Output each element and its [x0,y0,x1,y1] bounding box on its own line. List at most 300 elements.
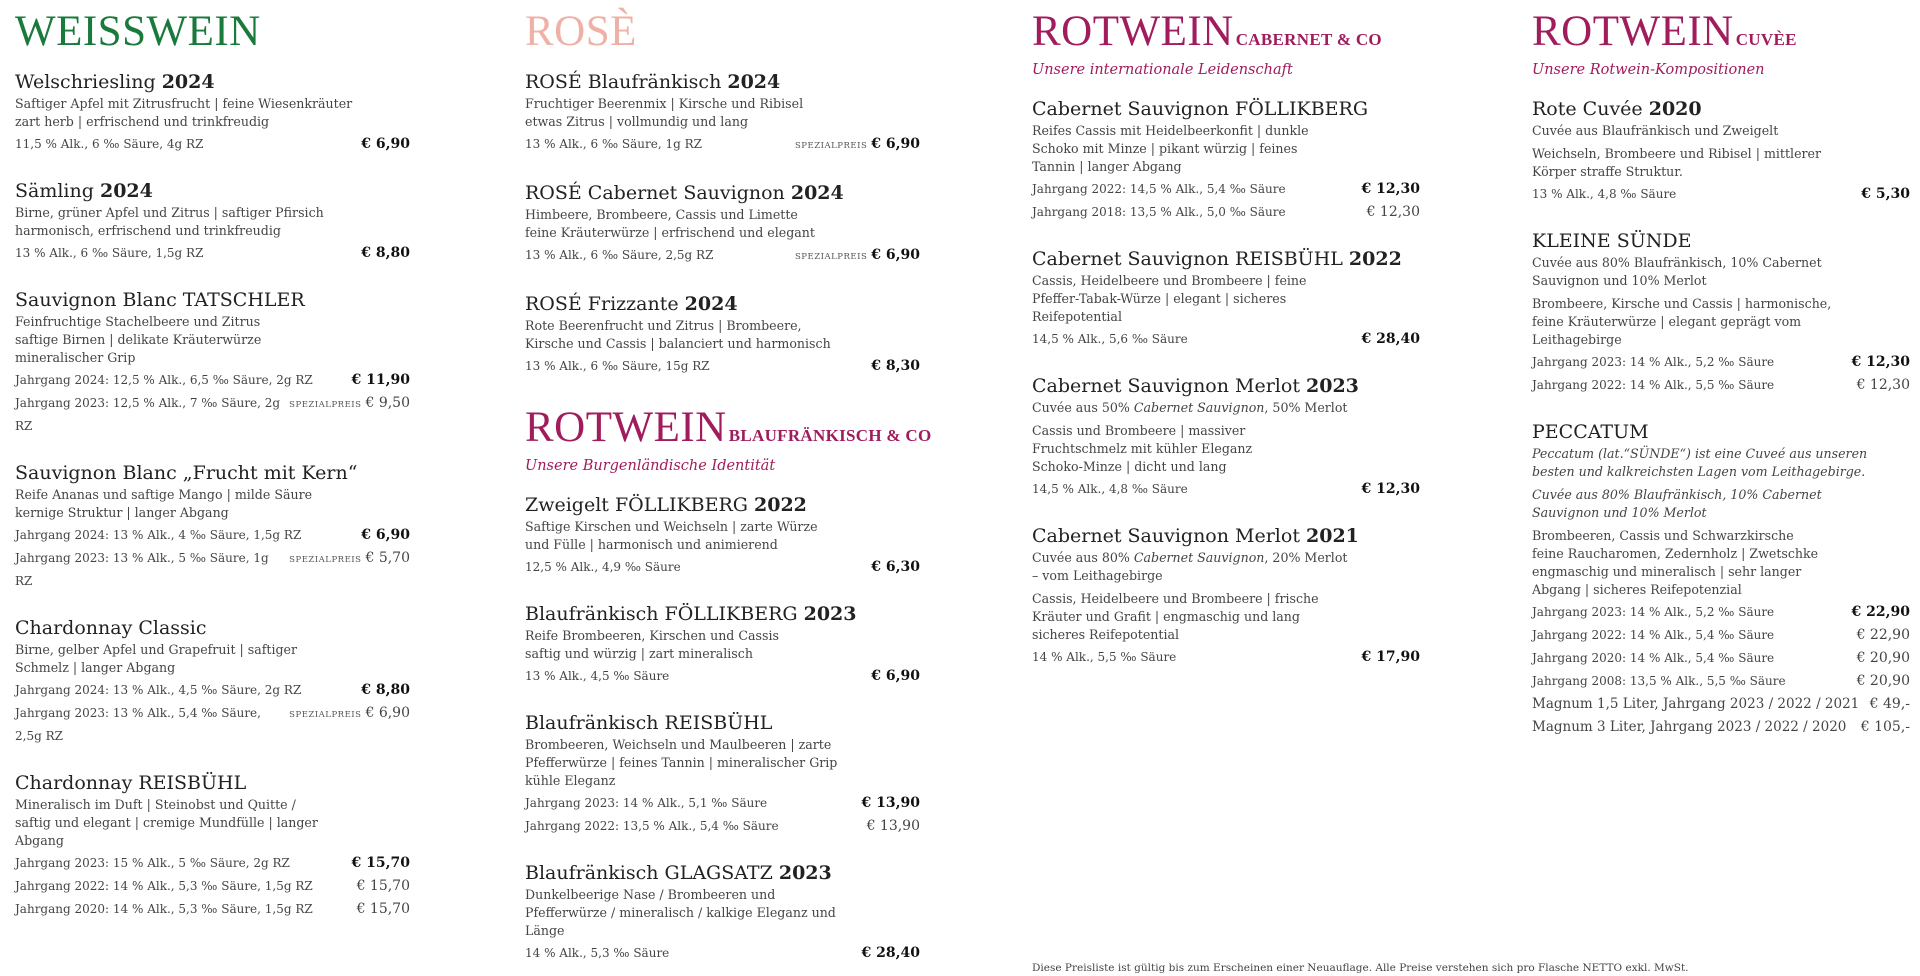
price-row [1532,693,1910,716]
desc-line: und Fülle | harmonisch und animierend [525,537,778,552]
wine-entry [15,770,410,921]
wine-entry [1032,96,1420,224]
section-title [1032,8,1420,64]
price: € 5,70 [365,550,410,566]
desc-line: – vom Leithagebirge [1032,568,1163,583]
wine-entry [525,492,920,579]
price-row [1032,178,1420,201]
price: € 6,90 [871,668,920,684]
desc-line: saftige Birnen | delikate Kräuterwürze [15,332,262,347]
wine-description [15,95,410,131]
desc-line: etwas Zitrus | vollmundig und lang [525,114,749,129]
price: € 12,30 [1361,481,1420,497]
desc-line: Körper straffe Struktur. [1532,164,1683,179]
price-row [525,665,920,688]
menu-section [15,8,410,921]
wine-name [525,291,920,317]
vintage-details: 13 % Alk., 6 ‰ Säure, 2,5g RZ [525,248,714,262]
wine-name [1032,96,1420,122]
vintage-details: Jahrgang 2008: 13,5 % Alk., 5,5 ‰ Säure [1532,674,1786,688]
price: € 6,90 [361,136,410,152]
wine-description [1532,254,1910,349]
desc-line: Abgang [15,833,64,848]
wine-description [1032,272,1420,326]
wine-entry [525,601,920,688]
wine-entry [15,69,410,156]
special-price-label: SPEZIALPREIS [794,141,868,151]
vintage-details: 13 % Alk., 4,5 ‰ Säure [525,669,670,683]
desc-line: saftig und würzig | zart mineralisch [525,646,753,661]
price: € 28,40 [1361,331,1420,347]
wine-name [15,69,410,95]
price-row [15,369,410,392]
section-subtitle: CABERNET & CO [1235,30,1382,49]
desc-line: Brombeeren, Cassis und Schwarzkirsche [1532,528,1794,543]
section-subtitle: CUVÈE [1735,30,1797,49]
wine-entry [15,287,410,438]
price-row [1532,670,1910,693]
wine-year: 2020 [1648,98,1702,120]
vintage-details: Jahrgang 2023: 13 % Alk., 5,4 ‰ Säure, 2,5g RZ [15,706,261,743]
wine-description [525,317,920,353]
wine-entry [1032,373,1420,501]
desc-line: Weichseln, Brombeere und Ribisel | mittlerer [1532,146,1822,161]
wine-entry [525,69,920,158]
wine-description [525,886,920,940]
price: € 12,30 [1856,377,1910,393]
wine-description [1532,445,1910,599]
wine-name [1032,373,1420,399]
wine-name [1532,228,1910,254]
price-row [15,547,410,593]
wine-description [525,518,920,554]
price-rows [525,792,920,838]
price: € 28,40 [861,945,920,961]
price: € 22,90 [1856,627,1910,643]
wine-description [1532,122,1910,181]
vintage-details: Jahrgang 2024: 13 % Alk., 4,5 ‰ Säure, 2g RZ [15,683,302,697]
desc-line: Reifepotential [1032,309,1122,324]
wine-name [15,287,410,313]
desc-line: Rote Beerenfrucht und Zitrus | Brombeere, [525,318,802,333]
section-title-main: ROSÈ [525,8,637,55]
wine-description [525,627,920,663]
wine-name [1532,96,1910,122]
vintage-details: 13 % Alk., 6 ‰ Säure, 1g RZ [525,137,702,151]
price: € 6,90 [365,705,410,721]
section-title [525,8,920,56]
desc-line: Brombeere, Kirsche und Cassis | harmonische, [1532,296,1832,311]
wine-name [525,601,920,627]
vintage-details: 14 % Alk., 5,5 ‰ Säure [1032,650,1177,664]
wine-entry [525,860,920,965]
vintage-details: Jahrgang 2022: 13,5 % Alk., 5,4 ‰ Säure [525,819,779,833]
desc-line: Saftiger Apfel mit Zitrusfrucht | feine Wiesenkräuter [15,96,353,111]
vintage-details: Magnum 1,5 Liter, Jahrgang 2023 / 2022 / 2021 [1532,696,1860,712]
price: € 13,90 [866,818,920,834]
price-rows [15,524,410,593]
desc-line: Reife Ananas und saftige Mango | milde Säure [15,487,313,502]
special-price-label: SPEZIALPREIS [289,710,362,720]
wine-name [1032,523,1420,549]
price-rows [1532,351,1910,397]
desc-line: engmaschig und mineralisch | sehr langer [1532,564,1802,579]
vintage-details: Magnum 3 Liter, Jahrgang 2023 / 2022 / 2020 [1532,719,1847,735]
wine-name [1532,419,1910,445]
price-rows [15,242,410,265]
wine-name-text: Blaufränkisch REISBÜHL [525,712,773,734]
price-rows [525,244,920,269]
price: € 20,90 [1856,650,1910,666]
section-title-main: ROTWEIN [1032,8,1234,55]
price-rows [1032,478,1420,501]
vintage-details: Jahrgang 2023: 14 % Alk., 5,2 ‰ Säure [1532,605,1775,619]
price-row [15,702,410,748]
menu-section [1532,8,1910,739]
column-2 [525,8,932,965]
section-title [525,404,932,460]
price-row [1032,328,1420,351]
desc-line: Cuvée aus 80% Blaufränkisch, 10% Cabernet [1532,487,1822,502]
vintage-details: 14,5 % Alk., 5,6 ‰ Säure [1032,332,1188,346]
desc-line: Kirsche und Cassis | balanciert und harmonisch [525,336,831,351]
price: € 9,50 [365,395,410,411]
price: € 15,70 [356,878,410,894]
price: € 15,70 [356,901,410,917]
special-price-label: SPEZIALPREIS [289,555,362,565]
special-price-label: SPEZIALPREIS [794,252,868,262]
section-title [1532,8,1910,64]
desc-line: kernige Struktur | langer Abgang [15,505,229,520]
price: € 6,90 [361,527,410,543]
price-rows [525,355,920,378]
wine-description [15,204,410,240]
price: € 8,80 [361,682,410,698]
wine-description [525,736,920,790]
desc-line: feine Kräuterwürze | erfrischend und elegant [525,225,815,240]
wine-name-text: Sauvignon Blanc „Frucht mit Kern“ [15,462,358,484]
price-rows [15,852,410,921]
desc-line: Pfefferwürze / mineralisch / kalkige Eleganz und [525,905,836,920]
desc-line: Fruchtschmelz mit kühler Eleganz [1032,441,1253,456]
wine-description [525,206,920,242]
vintage-details: Jahrgang 2022: 14,5 % Alk., 5,4 ‰ Säure [1032,182,1286,196]
desc-line: Dunkelbeerige Nase / Brombeeren und [525,887,776,902]
vintage-details: Jahrgang 2018: 13,5 % Alk., 5,0 ‰ Säure [1032,205,1286,219]
section-title-main: ROTWEIN [525,404,727,451]
desc-line: harmonisch, erfrischend und trinkfreudig [15,223,281,238]
desc-line: besten und kalkreichsten Lagen vom Leithagebirge. [1532,464,1866,479]
price: € 6,90 [871,247,920,263]
section-title-main: WEISSWEIN [15,8,261,55]
price-row [1032,646,1420,669]
wine-entry [1032,246,1420,351]
wine-entry [1532,419,1910,739]
vintage-details: 13 % Alk., 4,8 ‰ Säure [1532,187,1677,201]
desc-line: Birne, gelber Apfel und Grapefruit | saftiger [15,642,298,657]
wine-name-text: Chardonnay REISBÜHL [15,772,247,794]
vintage-details: Jahrgang 2023: 14 % Alk., 5,1 ‰ Säure [525,796,768,810]
wine-entry [525,180,920,269]
price-row [15,852,410,875]
wine-name-text: Cabernet Sauvignon Merlot [1032,375,1300,397]
price-rows [15,369,410,438]
desc-line: Saftige Kirschen und Weichseln | zarte Würze [525,519,818,534]
wine-name [525,710,920,736]
desc-line: Cassis, Heidelbeere und Brombeere | feine [1032,273,1307,288]
vintage-details: Jahrgang 2023: 12,5 % Alk., 7 ‰ Säure, 2g RZ [15,396,281,433]
wine-name-text: ROSÉ Cabernet Sauvignon [525,182,785,204]
desc-line: Mineralisch im Duft | Steinobst und Quitte / [15,797,296,812]
desc-line: Leithagebirge [1532,332,1622,347]
wine-description [15,641,410,677]
price-row [1532,624,1910,647]
wine-name-text: Cabernet Sauvignon Merlot [1032,525,1300,547]
desc-line: Kräuter und Grafit | engmaschig und lang [1032,609,1300,624]
desc-line: Pfeffer-Tabak-Würze | elegant | sicheres [1032,291,1287,306]
price: € 20,90 [1856,673,1910,689]
price: € 13,90 [861,795,920,811]
menu-section [1032,8,1420,669]
price: € 11,90 [351,372,410,388]
wine-entry [15,615,410,748]
price-row [525,355,920,378]
desc-line: Birne, grüner Apfel und Zitrus | saftiger Pfirsich [15,205,324,220]
wine-year: 2024 [99,180,153,202]
wine-year: 2022 [754,494,807,516]
desc-line: mineralischer Grip [15,350,136,365]
desc-line: Cuvée aus 50% Cabernet Sauvignon, 50% Merlot [1032,400,1348,415]
price-rows [15,133,410,156]
price: € 15,70 [351,855,410,871]
special-price-label: SPEZIALPREIS [289,400,362,410]
price: € 105,- [1860,719,1910,735]
price: € 22,90 [1851,604,1910,620]
price-row [15,524,410,547]
desc-line: Brombeeren, Weichseln und Maulbeeren | zarte [525,737,832,752]
section-title [15,8,410,56]
price: € 5,30 [1861,186,1910,202]
price-row [15,242,410,265]
desc-line: Fruchtiger Beerenmix | Kirsche und Ribisel [525,96,804,111]
wine-year: 2024 [161,71,215,93]
wine-name-text: Welschriesling [15,71,156,93]
price-row [15,679,410,702]
wine-name-text: PECCATUM [1532,421,1649,443]
wine-name-text: Blaufränkisch GLAGSATZ [525,862,773,884]
price-row [1032,478,1420,501]
column-4 [1532,8,1910,739]
desc-line: Cassis, Heidelbeere und Brombeere | frische [1032,591,1319,606]
wine-description [1032,122,1420,176]
desc-line: Schoko mit Minze | pikant würzig | feines [1032,141,1298,156]
wine-entry [15,178,410,265]
column-1 [15,8,410,921]
wine-name-text: Sauvignon Blanc TATSCHLER [15,289,305,311]
wine-name-text: ROSÉ Frizzante [525,293,679,315]
vintage-details: 13 % Alk., 6 ‰ Säure, 15g RZ [525,359,710,373]
price: € 17,90 [1361,649,1420,665]
desc-line: Cuvée aus 80% Blaufränkisch, 10% Cabernet [1532,255,1822,270]
desc-line: Reifes Cassis mit Heidelbeerkonfit | dunkle [1032,123,1309,138]
wine-year: 2022 [1348,248,1402,270]
wine-name-text: Zweigelt FÖLLIKBERG [525,494,748,516]
column-3 [1032,8,1420,669]
vintage-details: 13 % Alk., 6 ‰ Säure, 1,5g RZ [15,246,204,260]
wine-name [525,860,920,886]
desc-line: Sauvignon und 10% Merlot [1532,273,1707,288]
vintage-details: Jahrgang 2023: 15 % Alk., 5 ‰ Säure, 2g RZ [15,856,290,870]
price: € 6,30 [871,559,920,575]
wine-name-text: Cabernet Sauvignon FÖLLIKBERG [1032,98,1369,120]
desc-line: Schoko-Minze | dicht und lang [1032,459,1227,474]
price-rows [525,133,920,158]
wine-year: 2024 [790,182,844,204]
vintage-details: 14 % Alk., 5,3 ‰ Säure [525,946,670,960]
wine-name [15,615,410,641]
price-row [1032,201,1420,224]
desc-line: saftig und elegant | cremige Mundfülle | langer [15,815,318,830]
price-rows [1032,178,1420,224]
vintage-details: Jahrgang 2024: 13 % Alk., 4 ‰ Säure, 1,5g RZ [15,528,302,542]
price-row [1532,647,1910,670]
price-row [525,942,920,965]
price: € 12,30 [1366,204,1420,220]
wine-entry [1532,96,1910,206]
desc-line: Reife Brombeeren, Kirschen und Cassis [525,628,779,643]
section-title-main: ROTWEIN [1532,8,1734,55]
wine-year: 2023 [803,603,857,625]
wine-name-text: Sämling [15,180,94,202]
price: € 6,90 [871,136,920,152]
desc-line: zart herb | erfrischend und trinkfreudig [15,114,270,129]
desc-line: Cuvée aus 80% Cabernet Sauvignon, 20% Merlot [1032,550,1348,565]
wine-name [525,492,920,518]
wine-name-text: Rote Cuvée [1532,98,1643,120]
wine-description [1032,399,1420,476]
wine-description [15,796,410,850]
wine-name-text: ROSÉ Blaufränkisch [525,71,722,93]
price-row [15,133,410,156]
menu-section [525,404,932,965]
desc-line: Himbeere, Brombeere, Cassis und Limette [525,207,798,222]
desc-line: feine Raucharomen, Zedernholz | Zwetschke [1532,546,1819,561]
vintage-details: Jahrgang 2020: 14 % Alk., 5,3 ‰ Säure, 1,5g RZ [15,902,313,916]
vintage-details: 12,5 % Alk., 4,9 ‰ Säure [525,560,681,574]
price-row [15,392,410,438]
wine-entry [1532,228,1910,397]
price-rows [15,679,410,748]
price-rows [1032,646,1420,669]
desc-line: Sauvignon und 10% Merlot [1532,505,1707,520]
wine-name [525,69,920,95]
wine-entry [525,291,920,378]
vintage-details: 11,5 % Alk., 6 ‰ Säure, 4g RZ [15,137,204,151]
wine-year: 2023 [778,862,832,884]
wine-name-text: KLEINE SÜNDE [1532,230,1692,252]
footer-note: Diese Preisliste ist gültig bis zum Erscheinen einer Neuauflage. Alle Preise verstehen sich pro Flasche NETTO exkl. MwSt. [1032,962,1689,974]
price: € 12,30 [1851,354,1910,370]
price: € 12,30 [1361,181,1420,197]
price-row [525,244,920,269]
vintage-details: Jahrgang 2024: 12,5 % Alk., 6,5 ‰ Säure, 2g RZ [15,373,313,387]
wine-year: 2021 [1306,525,1359,547]
price: € 8,30 [871,358,920,374]
price-rows [1032,328,1420,351]
desc-line: Tannin | langer Abgang [1032,159,1182,174]
wine-name [15,460,410,486]
vintage-details: Jahrgang 2020: 14 % Alk., 5,4 ‰ Säure [1532,651,1775,665]
price-row [525,792,920,815]
vintage-details: Jahrgang 2023: 14 % Alk., 5,2 ‰ Säure [1532,355,1775,369]
price-row [1532,374,1910,397]
desc-line: sicheres Reifepotential [1032,627,1180,642]
desc-line: Cassis und Brombeere | massiver [1032,423,1246,438]
section-tagline: Unsere Burgenländische Identität [525,458,776,474]
wine-name [15,178,410,204]
price: € 8,80 [361,245,410,261]
vintage-details: Jahrgang 2022: 14 % Alk., 5,4 ‰ Säure [1532,628,1775,642]
desc-line: Cuvée aus Blaufränkisch und Zweigelt [1532,123,1779,138]
wine-name [525,180,920,206]
price: € 49,- [1869,696,1910,712]
wine-name-text: Blaufränkisch FÖLLIKBERG [525,603,798,625]
wine-description [15,486,410,522]
desc-line: kühle Eleganz [525,773,616,788]
desc-line: Schmelz | langer Abgang [15,660,176,675]
price-rows [525,556,920,579]
price-row [525,556,920,579]
desc-line: Länge [525,923,565,938]
desc-line: Peccatum (lat.“SÜNDE“) ist eine Cuveé aus unseren [1532,446,1868,461]
wine-year: 2024 [684,293,738,315]
price-row [1532,183,1910,206]
desc-line: feine Kräuterwürze | elegant geprägt vom [1532,314,1802,329]
vintage-details: Jahrgang 2022: 14 % Alk., 5,5 ‰ Säure [1532,378,1775,392]
price-rows [525,665,920,688]
desc-line: Feinfruchtige Stachelbeere und Zitrus [15,314,261,329]
wine-description [525,95,920,131]
price-rows [1532,183,1910,206]
vintage-details: 14,5 % Alk., 4,8 ‰ Säure [1032,482,1188,496]
wine-year: 2024 [727,71,781,93]
desc-line: Pfefferwürze | feines Tannin | mineralischer Grip [525,755,838,770]
price-rows [525,942,920,965]
price-row [525,133,920,158]
section-subtitle: BLAUFRÄNKISCH & CO [728,426,932,445]
wine-description [15,313,410,367]
price-row [15,875,410,898]
wine-name [1032,246,1420,272]
wine-description [1032,549,1420,644]
price-row [1532,716,1910,739]
price-row [15,898,410,921]
wine-name-text: Cabernet Sauvignon REISBÜHL [1032,248,1343,270]
vintage-details: Jahrgang 2023: 13 % Alk., 5 ‰ Säure, 1g RZ [15,551,269,588]
section-tagline: Unsere Rotwein-Kompositionen [1532,62,1765,78]
price-row [525,815,920,838]
vintage-details: Jahrgang 2022: 14 % Alk., 5,3 ‰ Säure, 1,5g RZ [15,879,313,893]
wine-entry [1032,523,1420,669]
price-row [1532,601,1910,624]
wine-entry [525,710,920,838]
price-rows [1532,601,1910,739]
price-row [1532,351,1910,374]
desc-line: Abgang | sicheres Reifepotenzial [1532,582,1742,597]
wine-entry [15,460,410,593]
menu-section [525,8,920,378]
section-tagline: Unsere internationale Leidenschaft [1032,62,1293,78]
